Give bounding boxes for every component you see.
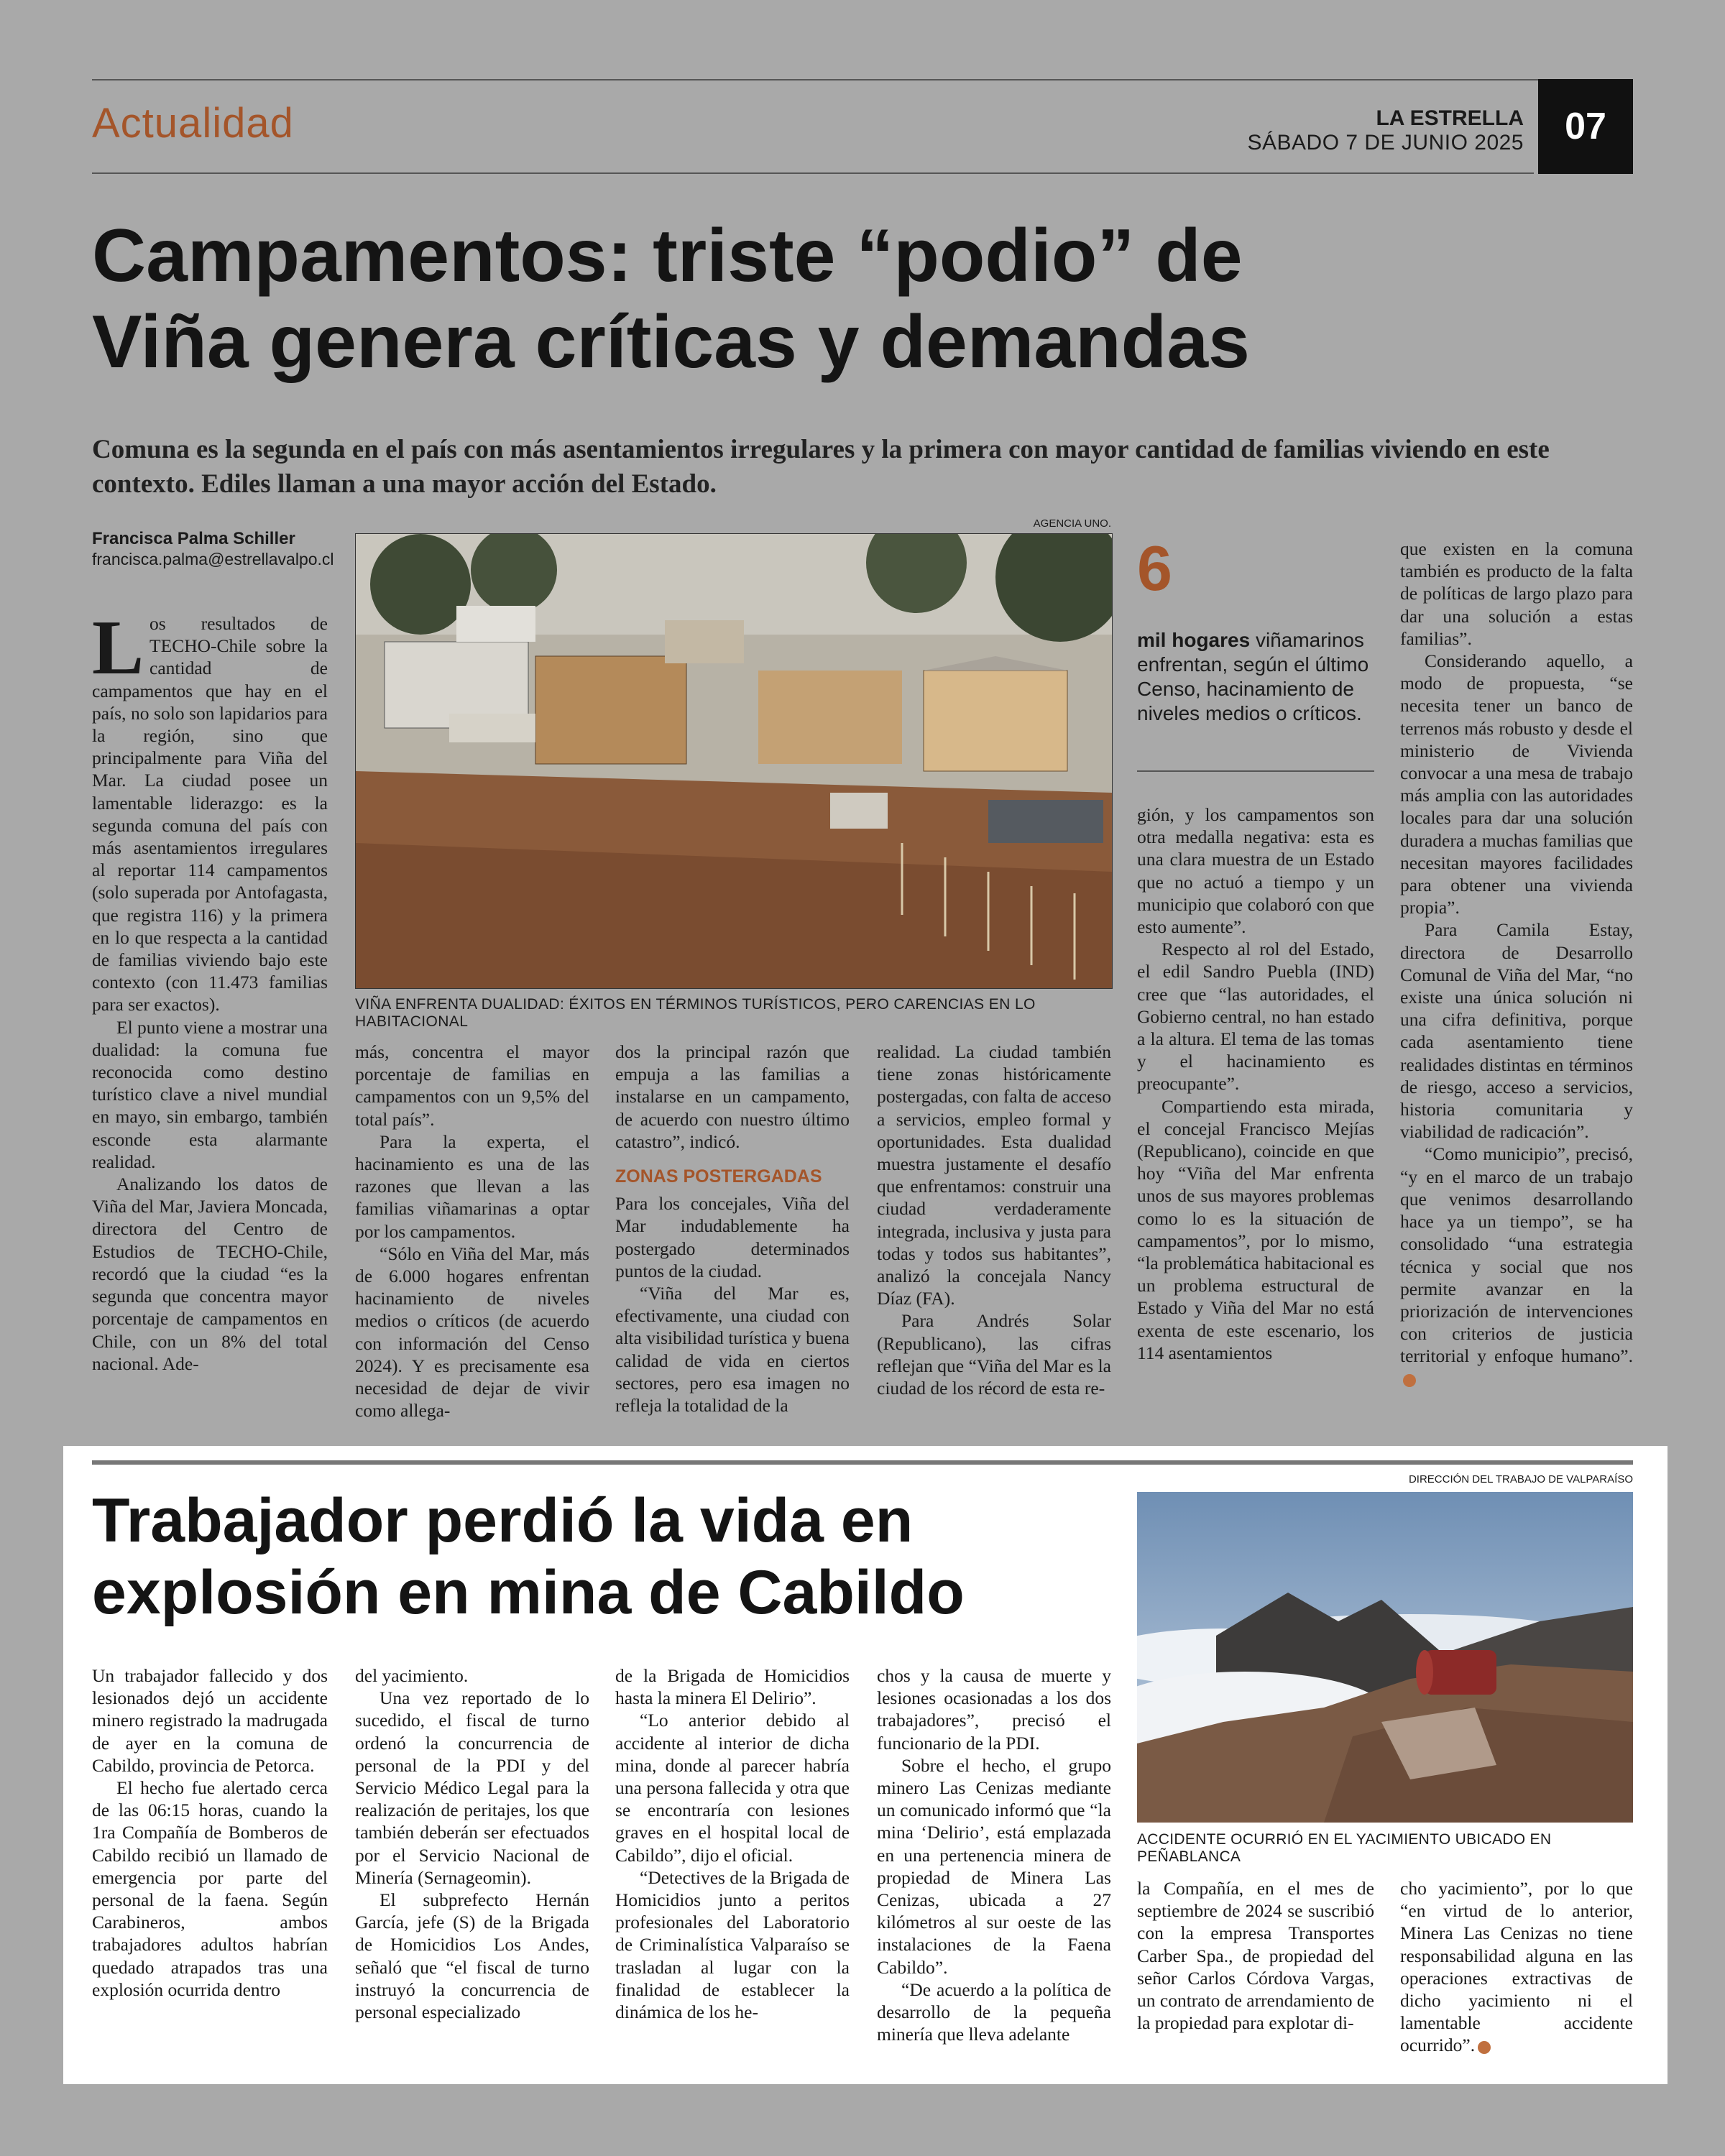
article1-column-2 — [355, 1041, 589, 1446]
paragraph: Para Camila Estay, directora de Desarrollo Comunal de Viña del Mar, “no existe una única solución ni una cifra definitiva, porque cada asentamiento tiene realidades distintas en términos de riesgo, acceso a servicios, historia comunitaria y viabilidad de radicación”. — [1400, 919, 1633, 1143]
byline — [92, 529, 334, 569]
paragraph-text: os resultados de TECHO-Chile sobre la cantidad de campamentos que hay en el país, no solo son lapidarios para la región, sino que principalmente para Viña del Mar. La ciudad posee un lamentable liderazgo: es la segunda comuna del país con más asentamientos irregulares al reportar 114 campamentos (solo superada por Antofagasta, que registra 116) y la primera en lo que respecta a la cantidad de familias viviendo bajo este contexto (con 11.473 familias para ser exactos). — [92, 613, 328, 1015]
paragraph: la Compañía, en el mes de septiembre de 2024 se suscribió con la empresa Transportes Carber Spa., de propiedad del señor Carlos Córdova Vargas, un contrato de arrendamiento de la propiedad para explotar di- — [1137, 1878, 1374, 2034]
article1-column-4 — [877, 1041, 1111, 1446]
article2-column-3 — [615, 1664, 850, 2081]
stat-rule — [1137, 770, 1374, 772]
stat-description: viñamarinos enfrentan, según el último Censo, hacinamiento de niveles medios o críticos. — [1137, 629, 1369, 724]
paragraph: realidad. La ciudad también tiene zonas históricamente postergadas, con falta de acceso a servicios, empleo formal y oportunidades. Esta dualidad muestra justamente el desafío que enfrentamos: construir una ciudad verdaderamente integrada, inclusiva y justa para todas y todos sus habitantes”, analizó la concejala Nancy Díaz (FA). — [877, 1041, 1111, 1309]
header-top-rule — [92, 79, 1633, 80]
photo-caption: VIÑA ENFRENTA DUALIDAD: ÉXITOS EN TÉRMINOS TURÍSTICOS, PERO CARENCIAS EN LO HABITACIONAL — [355, 996, 1036, 1030]
campamento-photo — [355, 533, 1113, 989]
end-of-article-icon — [1403, 1374, 1416, 1387]
article1-column-5 — [1137, 803, 1374, 1446]
section-title: Actualidad — [92, 100, 294, 147]
photo-credit: AGENCIA UNO. — [1033, 517, 1111, 530]
stat-number: 6 — [1137, 533, 1172, 604]
headline-line: Trabajador perdió la vida en — [92, 1486, 914, 1555]
end-of-article-icon — [1478, 2041, 1491, 2054]
article2-column-4 — [877, 1664, 1111, 2081]
paragraph: Para la experta, el hacinamiento es una de las razones que llevan a las familias viñamarinas a optar por los campamentos. — [355, 1130, 589, 1242]
article1-lead: Comuna es la segunda en el país con más asentamientos irregulares y la primera con mayor cantidad de familias viviendo en este contexto. Ediles llaman a una mayor acción del Estado. — [92, 435, 1550, 499]
article1-column-3 — [615, 1041, 850, 1446]
paragraph: Para los concejales, Viña del Mar indudablemente ha postergado determinados puntos de la ciudad. — [615, 1193, 850, 1281]
photo-caption: ACCIDENTE OCURRIÓ EN EL YACIMIENTO UBICADO EN PEÑABLANCA — [1137, 1831, 1552, 1865]
paragraph: que existen en la comuna también es producto de la falta de políticas de largo plazo para dar una solución a estas familias”. — [1400, 538, 1633, 649]
header-bottom-rule — [92, 172, 1534, 174]
headline-line: Viña genera críticas y demandas — [92, 300, 1250, 384]
paragraph — [1400, 1877, 1633, 2057]
paragraph: Un trabajador fallecido y dos lesionados dejó un accidente minero registrado la madrugada de ayer en la comuna de Cabildo, provincia de Petorca. — [92, 1665, 328, 1776]
paragraph — [1400, 1143, 1633, 1389]
article1-column-1 — [92, 612, 328, 1446]
paragraph: El subprefecto Hernán García, jefe (S) de la Brigada de Homicidios Los Andes, señaló que “el fiscal de turno instruyó la concurrencia de personal especializado — [355, 1889, 589, 2023]
stat-bold: mil hogares — [1137, 629, 1251, 651]
paragraph: más, concentra el mayor porcentaje de familias en campamentos con un 9,5% del total país”. — [355, 1041, 589, 1130]
stat-text — [1137, 628, 1374, 726]
article2-column-1 — [92, 1664, 328, 2081]
paragraph: “Lo anterior debido al accidente al interior de dicha mina, donde al parecer habría una persona fallecida y otra que se encontraría con lesiones graves en el hospital local de Cabildo”, dijo el oficial. — [615, 1710, 850, 1866]
article1-headline — [92, 213, 1601, 385]
paragraph — [92, 612, 328, 1016]
mine-photo — [1137, 1492, 1633, 1823]
author-name: Francisca Palma Schiller — [92, 529, 295, 548]
paragraph: Compartiendo esta mirada, el concejal Francisco Mejías (Republicano), coincide en que hoy “Viña del Mar enfrenta unos de sus mayores problemas como lo es la situación de campamentos”, por lo mismo, “la problemática habitacional es un problema estructural de Estado y Viña del Mar no está exenta de este escenario, los 114 asentamientos — [1137, 1095, 1374, 1363]
subhead: ZONAS POSTERGADAS — [615, 1166, 822, 1187]
paragraph: de la Brigada de Homicidios hasta la minera El Delirio”. — [615, 1665, 850, 1709]
paragraph: “Viña del Mar es, efectivamente, una ciudad con alta visibilidad turística y buena calidad de vida en ciertos sectores, pero esa imagen no refleja la totalidad de la — [615, 1283, 850, 1416]
paragraph: Sobre el hecho, el grupo minero Las Cenizas mediante un comunicado informó que “la mina ‘Delirio’, está emplazada en una pertenencia minera de propiedad de Minera Las Cenizas, ubicada a 27 kilómetros al sur oeste de las instalaciones de la Faena Cabildo”. — [877, 1754, 1111, 1978]
article2-column-5 — [1137, 1877, 1374, 2081]
paragraph: gión, y los campamentos son otra medalla negativa: esta es una clara muestra de un Estado que no actuó a tiempo y un municipio que colaboró con que esto aumente”. — [1137, 804, 1374, 938]
article1-column-6 — [1400, 538, 1633, 1446]
article2-column-2 — [355, 1664, 589, 2081]
paragraph-text: “Como municipio”, precisó, “y en el marco de un trabajo que venimos desarrollando hace ya un tiempo”, se ha consolidado “una estrategia técnica y social que nos permite avanzar en la priorización de intervenciones con criterios de justicia territorial y enfoque humano”. — [1400, 1143, 1633, 1367]
paragraph: “De acuerdo a la política de desarrollo de la pequeña minería que lleva adelante — [877, 1978, 1111, 2045]
paragraph: Para Andrés Solar (Republicano), las cifras reflejan que “Viña del Mar es la ciudad de los récord de esta re- — [877, 1310, 1111, 1399]
paragraph: dos la principal razón que empuja a las familias a instalarse en un campamento, de acuerdo con nuestro último catastro”, indicó. — [615, 1041, 850, 1152]
page-number: 07 — [1538, 79, 1633, 174]
paragraph: El punto viene a mostrar una dualidad: la comuna fue reconocida como destino turístico clave a nivel mundial en mayo, sin embargo, también esconde esta alarmante realidad. — [92, 1016, 328, 1172]
mine-illustration — [1137, 1492, 1633, 1823]
article2-top-rule — [92, 1460, 1633, 1465]
paragraph: “Sólo en Viña del Mar, más de 6.000 hogares enfrentan hacinamiento de niveles medios o críticos (de acuerdo con información del Censo 2024). Y es precisamente esa necesidad de dejar de vivir como allega- — [355, 1243, 589, 1422]
paragraph: Considerando aquello, a modo de propuesta, “se necesita tener un banco de terrenos más robusto y desde el ministerio de Vivienda convocar a una mesa de trabajo más amplia con las autoridades locales para dar una solución duradera a muchas familias que necesitan mayores facilidades para obtener una vivienda propia”. — [1400, 650, 1633, 918]
headline-line: explosión en mina de Cabildo — [92, 1558, 965, 1627]
headline-line: Campamentos: triste “podio” de — [92, 214, 1243, 298]
paragraph: del yacimiento. — [355, 1665, 469, 1686]
article2-column-6 — [1400, 1877, 1633, 2081]
paragraph: Respecto al rol del Estado, el edil Sandro Puebla (IND) cree que “las autoridades, el Gobierno central, no han estado a la altura. El tema de las tomas y el hacinamiento es preocupante”. — [1137, 939, 1374, 1095]
masthead — [1248, 106, 1524, 155]
campamento-illustration — [356, 534, 1112, 988]
issue-date: SÁBADO 7 DE JUNIO 2025 — [1247, 131, 1524, 155]
paper-name: LA ESTRELLA — [1376, 106, 1524, 130]
author-email[interactable]: francisca.palma@estrellavalpo.cl — [92, 550, 334, 568]
paragraph: chos y la causa de muerte y lesiones ocasionadas a los dos trabajadores”, precisó el funcionario de la PDI. — [877, 1665, 1111, 1754]
article2-headline — [92, 1485, 1026, 1628]
paragraph: El hecho fue alertado cerca de las 06:15 horas, cuando la 1ra Compañía de Bomberos de Cabildo recibió un llamado de emergencia por parte del personal de la faena. Según Carabineros, ambos trabajadores adultos habrían quedado atrapados tras una explosión ocurrida dentro — [92, 1777, 328, 2000]
paragraph: Una vez reportado de lo sucedido, el fiscal de turno ordenó la concurrencia de personal de la PDI y del Servicio Médico Legal para la realización de peritajes, los que también deberán ser efectuados por el Servicio Nacional de Minería (Sernageomin). — [355, 1687, 589, 1888]
paragraph: Analizando los datos de Viña del Mar, Javiera Moncada, directora del Centro de Estudios de TECHO-Chile, recordó que la ciudad “es la segunda que concentra mayor porcentaje de campamentos en Chile, con un 8% del total nacional. Ade- — [92, 1174, 328, 1374]
drop-cap: L — [92, 612, 144, 691]
paragraph: “Detectives de la Brigada de Homicidios junto a peritos profesionales del Laboratorio de Criminalística Valparaíso se trasladan al lugar con la finalidad de establecer la dinámica de los he- — [615, 1866, 850, 2023]
paragraph-text: cho yacimiento”, por lo que “en virtud de lo anterior, Minera Las Cenizas no tiene responsabilidad alguna en las operaciones extractivas de dicho yacimiento ni el lamentable accidente ocurrido”. — [1400, 1878, 1633, 2056]
photo-credit: DIRECCIÓN DEL TRABAJO DE VALPARAÍSO — [1408, 1473, 1633, 1485]
